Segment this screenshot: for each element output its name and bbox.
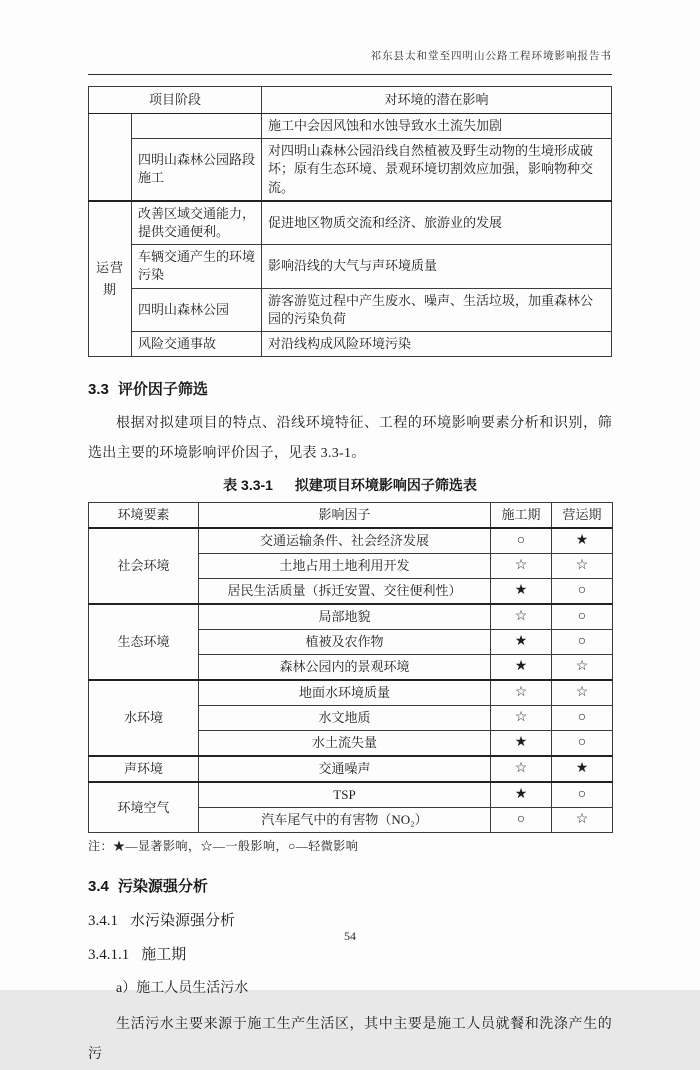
construction-rating-cell: ☆ xyxy=(491,680,552,706)
env-element-header-cell: 环境要素 xyxy=(89,503,199,529)
factor-cell: 汽车尾气中的有害物（NO₂） xyxy=(199,808,491,833)
construction-rating-cell: ★ xyxy=(491,630,552,655)
section-title: 水污染源强分析 xyxy=(130,913,236,930)
operation-rating-cell: ○ xyxy=(552,579,613,605)
activity-cell: 四明山森林公园 xyxy=(132,288,262,331)
section-number: 3.4.1.1 xyxy=(88,947,130,964)
table-row xyxy=(89,782,613,808)
impact-cell: 影响沿线的大气与声环境质量 xyxy=(262,245,612,288)
page-number: 54 xyxy=(344,929,356,943)
factor-cell: 土地占用土地利用开发 xyxy=(199,554,491,579)
factor-cell: 交通噪声 xyxy=(199,756,491,782)
table-row xyxy=(89,604,613,630)
impact-cell: 对四明山森林公园沿线自然植被及野生动物的生境形成破坏；原有生态环境、景观环境切割效应加强，影响物种交流。 xyxy=(262,139,612,201)
section-number: 3.3 xyxy=(88,381,109,399)
impact-header-cell: 对环境的潜在影响 xyxy=(262,87,612,114)
factor-cell: 植被及农作物 xyxy=(199,630,491,655)
activity-cell: 四明山森林公园路段施工 xyxy=(132,139,262,201)
table-row xyxy=(89,756,613,782)
factor-cell: 局部地貌 xyxy=(199,604,491,630)
table-row xyxy=(89,139,612,201)
impact-factor-screening-table xyxy=(88,502,613,833)
env-element-cell: 生态环境 xyxy=(89,604,199,680)
operation-rating-cell: ★ xyxy=(552,756,613,782)
section-3-3-paragraph: 根据对拟建项目的特点、沿线环境特征、工程的环境影响要素分析和识别，筛选出主要的环境影响评价因子，见表 3.3-1。 xyxy=(88,416,612,462)
operation-period-header-cell: 营运期 xyxy=(552,503,613,529)
activity-cell: 风险交通事故 xyxy=(132,331,262,356)
section-heading-3-4-1 xyxy=(88,909,612,930)
construction-rating-cell: ○ xyxy=(491,528,552,554)
env-element-cell: 声环境 xyxy=(89,756,199,782)
operation-rating-cell: ☆ xyxy=(552,554,613,579)
section-title: 施工期 xyxy=(141,947,187,964)
operation-rating-cell: ☆ xyxy=(552,680,613,706)
table-row xyxy=(89,201,612,245)
table-row xyxy=(89,528,613,554)
operation-rating-cell: ★ xyxy=(552,528,613,554)
table-header-row xyxy=(89,87,612,114)
table-row xyxy=(89,680,613,706)
table-row xyxy=(89,245,612,288)
table-row xyxy=(89,288,612,331)
factor-cell: 水文地质 xyxy=(199,706,491,731)
operation-rating-cell: ○ xyxy=(552,630,613,655)
factor-cell: 水土流失量 xyxy=(199,731,491,757)
construction-rating-cell: ★ xyxy=(491,731,552,757)
section-heading-3-3 xyxy=(88,378,612,399)
project-stage-impact-table xyxy=(88,86,612,357)
table-caption-label: 表 3.3-1 xyxy=(223,477,273,494)
construction-rating-cell: ★ xyxy=(491,579,552,605)
impact-cell: 施工中会因风蚀和水蚀导致水土流失加剧 xyxy=(262,114,612,139)
report-title: 祁东县太和堂至四明山公路工程环境影响报告书 xyxy=(370,51,612,62)
section-heading-3-4-1-1 xyxy=(88,943,612,964)
impact-cell: 对沿线构成风险环境污染 xyxy=(262,331,612,356)
table-header-row xyxy=(89,503,613,529)
activity-cell: 车辆交通产生的环境污染 xyxy=(132,245,262,288)
impact-cell: 游客游览过程中产生废水、噪声、生活垃圾，加重森林公园的污染负荷 xyxy=(262,288,612,331)
construction-rating-cell: ★ xyxy=(491,782,552,808)
section-heading-3-4 xyxy=(88,875,612,896)
construction-rating-cell: ★ xyxy=(491,655,552,681)
impact-factor-header-cell: 影响因子 xyxy=(199,503,491,529)
env-element-cell: 社会环境 xyxy=(89,528,199,604)
factor-cell: TSP xyxy=(199,782,491,808)
operation-rating-cell: ○ xyxy=(552,604,613,630)
construction-phase-cell xyxy=(89,114,132,201)
factor-cell: 交通运输条件、社会经济发展 xyxy=(199,528,491,554)
factor-cell: 居民生活质量（拆迁安置、交往便利性） xyxy=(199,579,491,605)
activity-cell: 改善区域交通能力，提供交通便利。 xyxy=(132,201,262,245)
operation-rating-cell: ☆ xyxy=(552,808,613,833)
operation-rating-cell: ○ xyxy=(552,782,613,808)
factor-cell: 森林公园内的景观环境 xyxy=(199,655,491,681)
table-caption-title: 拟建项目环境影响因子筛选表 xyxy=(294,477,477,494)
table-row xyxy=(89,114,612,139)
construction-rating-cell: ☆ xyxy=(491,756,552,782)
env-element-cell: 环境空气 xyxy=(89,782,199,833)
construction-rating-cell: ☆ xyxy=(491,554,552,579)
operation-rating-cell: ○ xyxy=(552,731,613,757)
construction-rating-cell: ☆ xyxy=(491,706,552,731)
list-item-a: a）施工人员生活污水 xyxy=(116,981,249,997)
table-legend-note: 注：★—显著影响，☆—一般影响，○—轻微影响 xyxy=(88,839,359,854)
env-element-cell: 水环境 xyxy=(89,680,199,756)
activity-cell xyxy=(132,114,262,139)
section-title: 污染源强分析 xyxy=(117,878,208,896)
impact-cell: 促进地区物质交流和经济、旅游业的发展 xyxy=(262,201,612,245)
operation-rating-cell: ☆ xyxy=(552,655,613,681)
operation-rating-cell: ○ xyxy=(552,706,613,731)
section-number: 3.4 xyxy=(88,878,109,896)
operation-phase-cell: 运营期 xyxy=(89,201,132,357)
section-3-4-paragraph: 生活污水主要来源于施工生产生活区，其中主要是施工人员就餐和洗涤产生的污 xyxy=(88,1017,612,1063)
construction-rating-cell: ○ xyxy=(491,808,552,833)
running-header xyxy=(88,50,612,75)
table-3-3-1-caption xyxy=(88,475,612,495)
factor-cell: 地面水环境质量 xyxy=(199,680,491,706)
table-row xyxy=(89,331,612,356)
section-title: 评价因子筛选 xyxy=(117,381,208,399)
construction-rating-cell: ☆ xyxy=(491,604,552,630)
section-number: 3.4.1 xyxy=(88,913,118,930)
construction-period-header-cell: 施工期 xyxy=(491,503,552,529)
stage-header-cell: 项目阶段 xyxy=(89,87,262,114)
